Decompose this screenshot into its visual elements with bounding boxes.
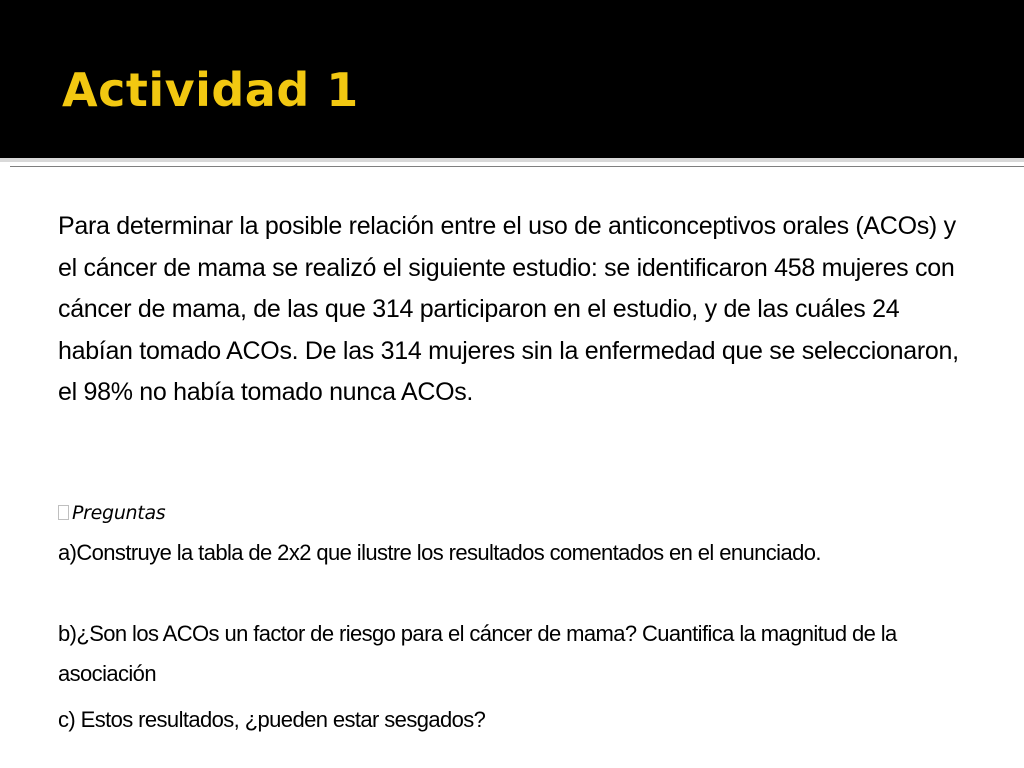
question-c: c) Estos resultados, ¿pueden estar sesgados? (58, 707, 486, 732)
questions-heading-label: Preguntas (72, 502, 166, 524)
slide-title: Actividad 1 (62, 63, 359, 117)
question-b: b)¿Son los ACOs un factor de riesgo para el cáncer de mama? Cuantifica la magnitud de la asociación (58, 621, 897, 686)
question-a: a)Construye la tabla de 2x2 que ilustre los resultados comentados en el enunciado. (58, 540, 821, 565)
title-bar (0, 0, 1024, 158)
questions-heading (58, 499, 165, 527)
title-divider (0, 158, 1024, 162)
problem-statement: Para determinar la posible relación entre el uso de anticonceptivos orales (ACOs) y el cáncer de mama se realizó el siguiente estudio: se identificaron 458 mujeres con cáncer de mama, de las que 314 participaron en el estudio, y de las cuáles 24 habían tomado ACOs. De las 314 mujeres sin la enfermedad que se seleccionaron, el 98% no había tomado nunca ACOs. (58, 212, 959, 406)
title-divider-thin (10, 166, 1024, 167)
bullet-placeholder-icon (58, 505, 69, 520)
